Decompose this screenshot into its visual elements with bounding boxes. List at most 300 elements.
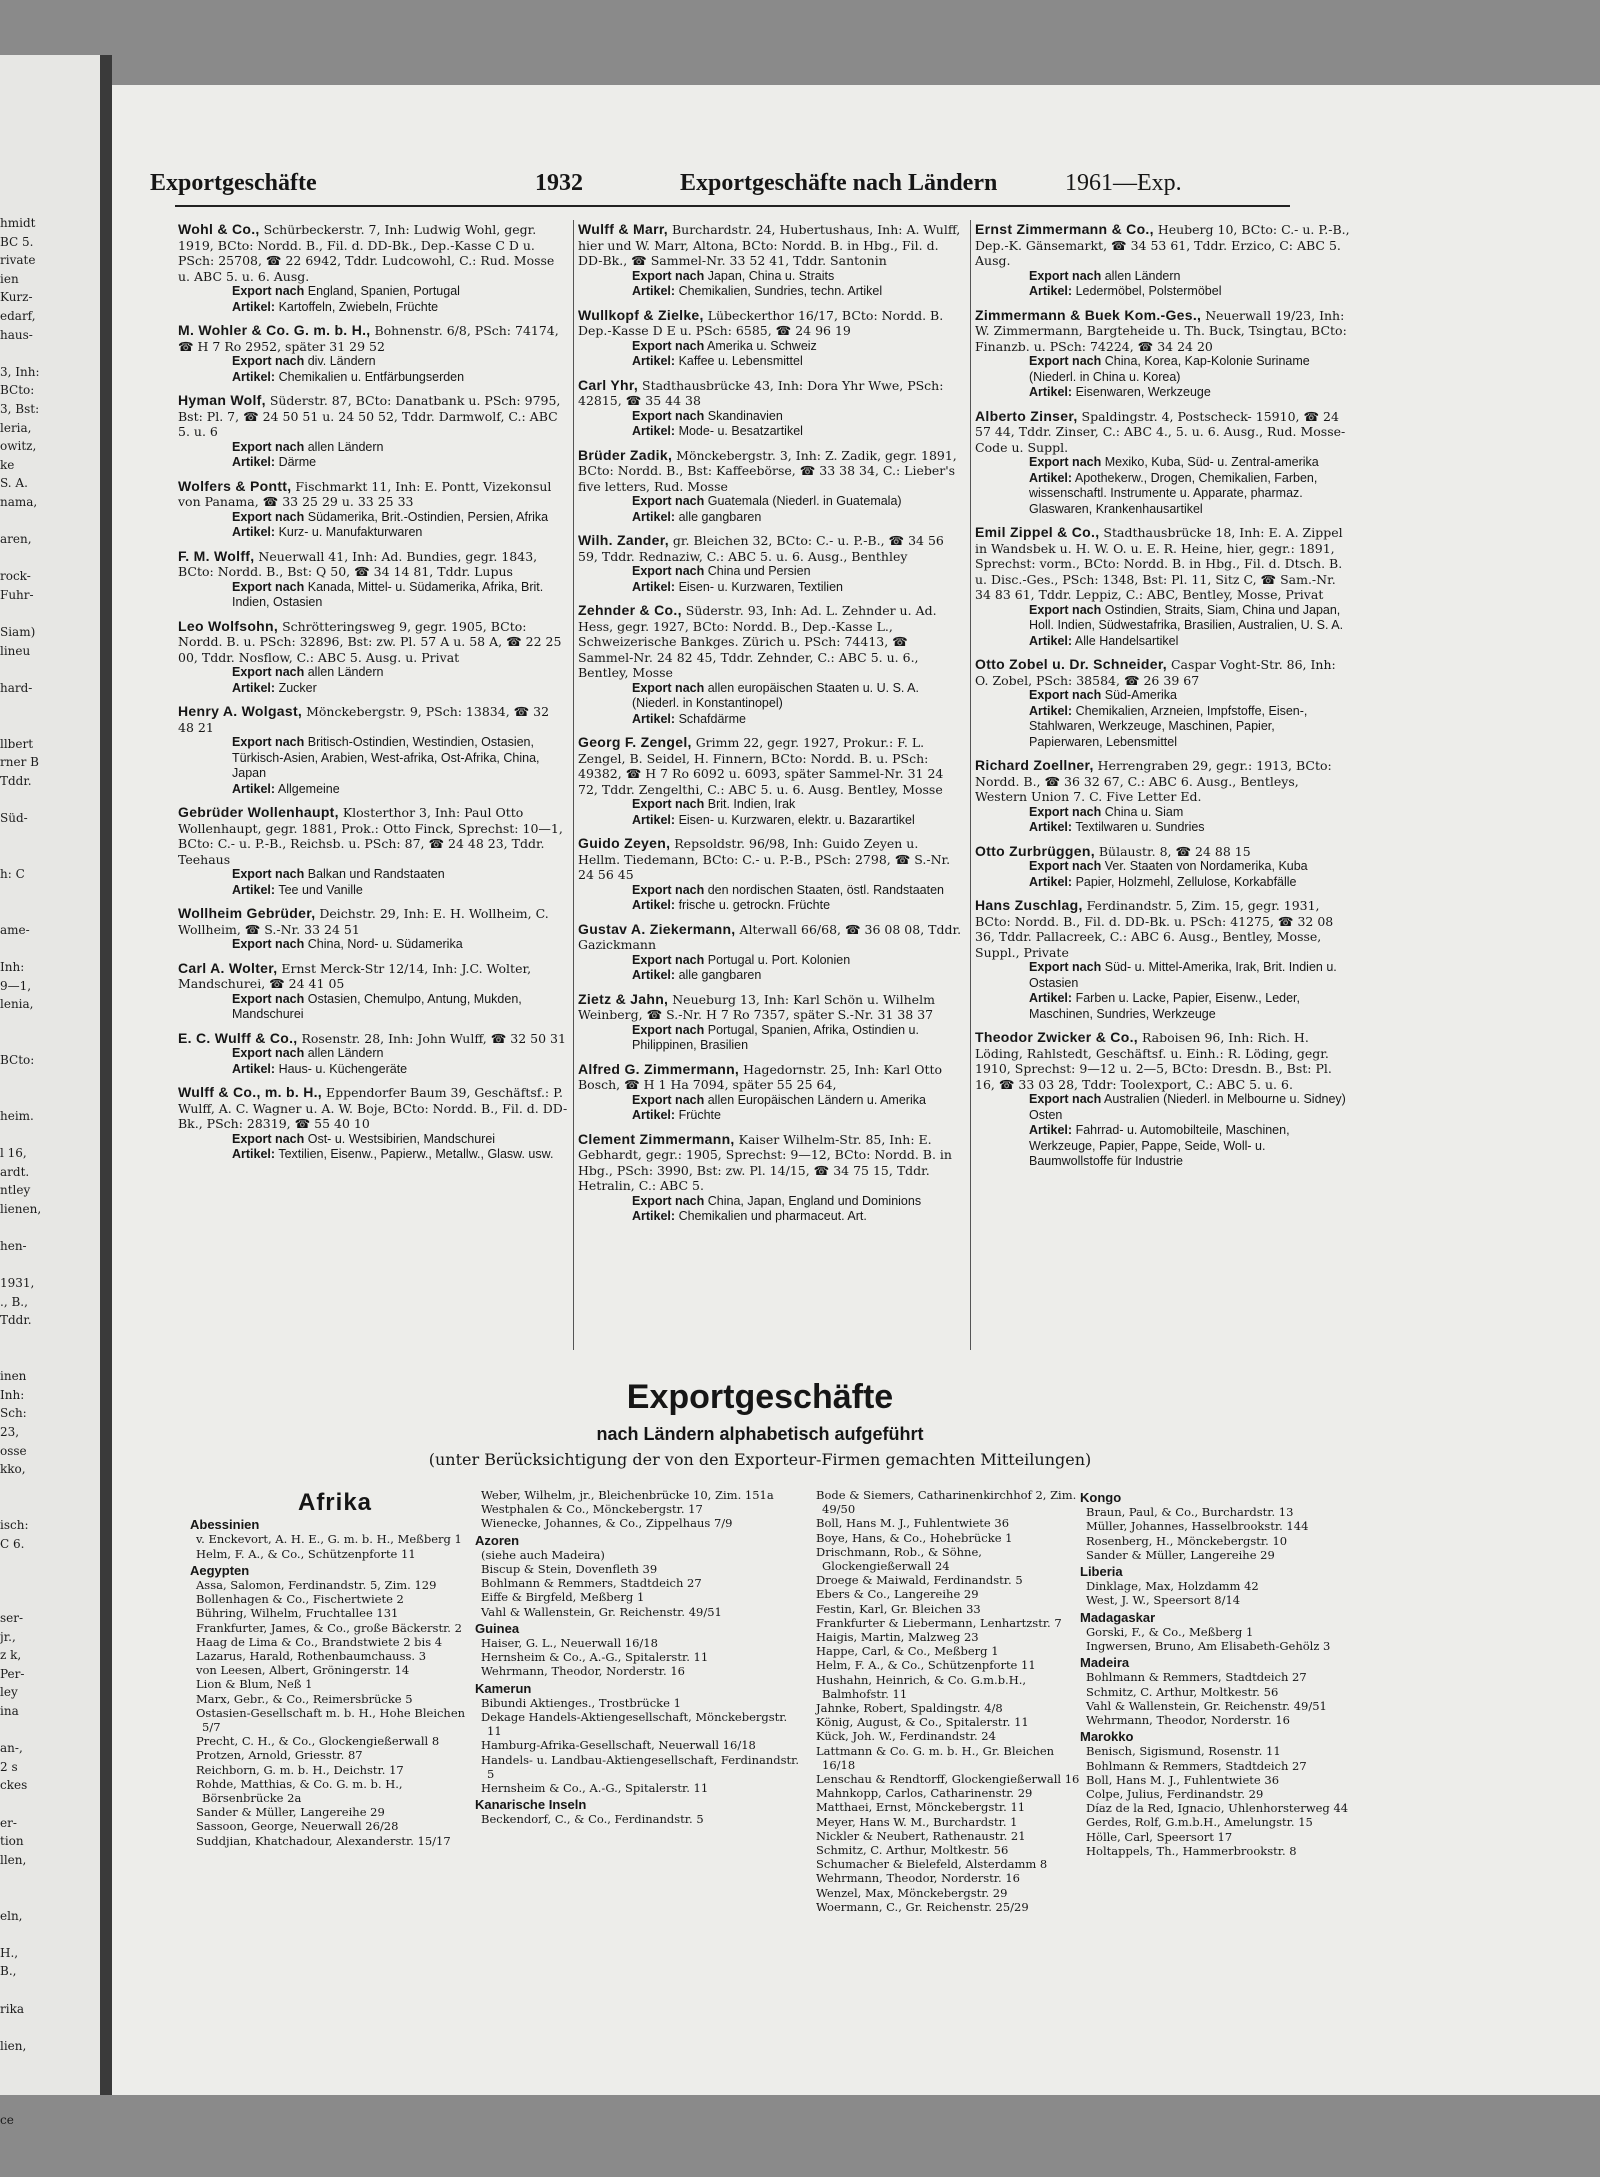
left-page-line: haus- [0,327,33,342]
artikel-label: Artikel: [1029,385,1073,399]
left-page-line: Inh: [0,1387,25,1402]
export-line [975,269,1350,285]
export-line [975,603,1350,634]
left-page-line: ser- [0,1611,24,1625]
left-page-line: edarf, [0,309,36,323]
export-line [975,805,1350,821]
firm-name: Georg F. Zengel, [578,734,692,750]
left-page-line: ckes [0,1778,28,1793]
left-page-line: Per- [0,1666,25,1681]
firm-list-item: Schumacher & Bielefeld, Alsterdamm 8 [816,1857,1048,1872]
artikel-items: Farben u. Lacke, Papier, Eisenw., Leder, Maschinen, Sundries, Werkzeuge [1029,991,1301,1021]
firm-list-item: Schmitz, C. Arthur, Moltkestr. 56 [816,1843,1009,1858]
firm-address: Ernst Merck-Str 12/14, Inh: J.C. Wolter, Mandschurei, ☎ 24 41 05 [178,960,532,991]
artikel-line [178,525,568,541]
firm-details [178,961,568,992]
firm-list-item: Helm, F. A., & Co., Schützenpforte 11 [196,1546,416,1561]
country-heading: Kanarische Inseln [475,1797,587,1813]
firm-list-item: Boye, Hans, & Co., Hohebrücke 1 [816,1530,1013,1545]
firm-entry [578,222,964,300]
left-page-line: aren, [0,532,32,547]
export-line [178,580,568,611]
firm-name: Henry A. Wolgast, [178,703,303,719]
firm-list-item: Festin, Karl, Gr. Bleichen 33 [816,1601,981,1616]
artikel-label: Artikel: [632,509,676,524]
artikel-items: Schafdärme [678,711,746,726]
export-label: Export nach [232,867,305,881]
firm-list-item: Boll, Hans M. J., Fuhlentwiete 36 [816,1516,1010,1531]
firm-address: Eppendorfer Baum 39, Geschäftsf.: P. Wulff, A. C. Wagner u. A. W. Boje, BCto: Nordd. B., Fil. d. DD-Bk., PSch: 28319, ☎ 55 40 10 [178,1085,568,1131]
artikel-items: Eisenwaren, Werkzeuge [1075,385,1211,399]
artikel-line [178,1062,568,1078]
export-destinations: Süd- u. Mittel-Amerika, Irak, Brit. Indien u. Ostasien [1029,960,1337,990]
left-page-line: ntley [0,1183,31,1198]
export-destinations: Brit. Indien, Irak [707,797,796,811]
firm-name: Hans Zuschlag, [975,897,1083,913]
left-page-line: Sch: [0,1406,27,1421]
firm-address: Fischmarkt 11, Inh: E. Pontt, Vizekonsul von Panama, ☎ 33 25 29 u. 33 25 33 [178,478,552,509]
firm-name: Gustav A. Ziekermann, [578,920,736,937]
firm-list-item: Ingwersen, Bruno, Am Elisabeth-Gehölz 3 [1086,1639,1331,1654]
book-gutter [100,55,112,2095]
left-page-line: Siam) [0,625,36,640]
firm-list-item: Wienecke, Johannes, & Co., Zippelhaus 7/9 [481,1516,733,1531]
export-label: Export nach [1029,804,1102,819]
export-line [578,1023,964,1054]
firm-entry [178,323,568,385]
firm-name: M. Wohler & Co. G. m. b. H., [178,322,371,338]
left-page-line: hmidt [0,216,36,230]
artikel-line [578,580,964,596]
column-divider [970,220,971,1350]
firm-details [975,657,1350,688]
firm-details [975,525,1350,603]
firm-list-item: Matthaei, Ernst, Mönckebergstr. 11 [816,1800,1026,1815]
firm-details [975,409,1350,456]
country-heading: Azoren [475,1532,520,1548]
firm-list-item: Helm, F. A., & Co., Schützenpforte 11 [816,1658,1036,1673]
export-destinations: Kanada, Mittel- u. Südamerika, Afrika, Brit. Indien, Ostasien [232,579,544,609]
export-label: Export nach [232,735,305,749]
firm-list-item: Westphalen & Co., Mönckebergstr. 17 [481,1502,703,1517]
header-rule [175,205,1290,207]
export-destinations: China, Japan, England und Dominions [707,1193,922,1208]
firm-list-item: Bohlmann & Remmers, Stadtdeich 27 [1086,1670,1307,1685]
firm-list-item: Haag de Lima & Co., Brandstwiete 2 bis 4 [196,1634,443,1649]
firm-details [178,704,568,735]
artikel-items: frische u. getrockn. Früchte [678,898,831,912]
firm-list-item: Wenzel, Max, Mönckebergstr. 29 [816,1885,1008,1900]
firm-list-item: Precht, C. H., & Co., Glockengießerwall 8 [196,1734,440,1749]
firm-details [578,308,964,339]
export-destinations: Ostasien, Chemulpo, Antung, Mukden, Mandschurei [232,991,522,1021]
firm-name: E. C. Wulff & Co., [178,1029,298,1046]
artikel-label: Artikel: [1029,874,1073,889]
export-label: Export nach [632,680,705,695]
export-line [578,494,964,510]
left-page-line: rika [0,2001,24,2016]
firm-list-item: Protzen, Arnold, Griesstr. 87 [196,1748,363,1763]
artikel-label: Artikel: [632,1209,676,1223]
export-label: Export nach [232,1131,305,1146]
export-label: Export nach [1029,602,1102,617]
firm-details [975,1030,1350,1092]
firm-details [178,323,568,354]
firm-name: Wulff & Marr, [578,221,668,237]
firm-address: Caspar Voght-Str. 86, Inh: O. Zobel, PSch: 38584, ☎ 26 39 67 [975,657,1336,688]
export-line [578,564,964,580]
country-list-4 [1080,1488,1355,1858]
export-destinations: Amerika u. Schweiz [707,338,817,353]
artikel-label: Artikel: [232,1147,276,1161]
left-page-line: Kurz- [0,290,33,305]
firm-name: Otto Zobel u. Dr. Schneider, [975,656,1167,672]
firm-list-item: Eiffe & Birgfeld, Meßberg 1 [481,1590,645,1605]
left-page-line: 9—1, [0,978,32,993]
artikel-label: Artikel: [232,882,276,897]
firm-name: Alberto Zinser, [975,407,1078,424]
firm-details [578,448,964,495]
firm-list-item: Drischmann, Rob., & Söhne, Glockengießerwall 24 [816,1544,982,1574]
firm-address: Grimm 22, gegr. 1927, Prokur.: F. L. Zengel, B. Seidel, H. Finnern, BCto: Nordd. B. u. PSch: 49382, ☎ H 7 Ro 6092 u. 6093, später Sammel-Nr. 31 24 72, Tddr. Zengelthi, C.: ABC 5. u. 6. Ausg. Bentley, Mosse [578,735,944,797]
left-page-line: 2 s [0,1759,18,1774]
artikel-items: Kaffee u. Lebensmittel [678,354,803,368]
firm-entry [178,961,568,1023]
artikel-label: Artikel: [1029,991,1073,1005]
firm-list-item: Bühring, Wilhelm, Fruchtallee 131 [196,1606,399,1621]
firm-list-item: Vahl & Wallenstein, Gr. Reichenstr. 49/51 [481,1604,722,1619]
firm-list-item: Wehrmann, Theodor, Norderstr. 16 [1086,1713,1290,1728]
firm-list-item: Happe, Carl, & Co., Meßberg 1 [816,1644,999,1659]
artikel-items: Chemikalien, Arzneien, Impfstoffe, Eisen-, Stahlwaren, Werkzeuge, Maschinen, Papier, Papierwaren, Lebensmittel [1029,703,1308,749]
left-page-line: ina [0,1704,19,1718]
export-line [578,269,964,285]
firm-list-item: Holtappels, Th., Hammerbrookstr. 8 [1086,1843,1297,1858]
firm-entry [975,308,1350,401]
firm-entry [975,844,1350,891]
firm-list-item: Rosenberg, H., Mönckebergstr. 10 [1086,1533,1288,1548]
left-page-line: leria, [0,420,32,435]
firm-list-item: Schmitz, C. Arthur, Moltkestr. 56 [1086,1684,1279,1699]
left-page-line: Tddr. [0,1313,32,1328]
page-number: 1932 [535,170,583,196]
artikel-label: Artikel: [232,781,276,796]
firm-name: Wollheim Gebrüder, [178,905,316,921]
left-page-line: eln, [0,1908,23,1923]
export-line [975,354,1350,385]
firm-details [578,603,964,681]
firm-details [975,222,1350,269]
firm-entry [975,409,1350,518]
artikel-line [578,424,964,440]
export-destinations: allen Ländern [307,1046,384,1060]
firm-list-item: Rohde, Matthias, & Co. G. m. b. H., Börsenbrücke 2a [196,1776,403,1806]
firm-list-item: Lattmann & Co. G. m. b. H., Gr. Bleichen 16/18 [816,1743,1055,1772]
export-destinations: England, Spanien, Portugal [307,284,460,298]
export-destinations: allen Ländern [307,439,384,454]
firm-address: Stadthausbrücke 43, Inh: Dora Yhr Wwe, PSch: 42815, ☎ 35 44 38 [578,377,944,408]
artikel-label: Artikel: [232,455,276,469]
firm-details [578,992,964,1023]
firm-entry [178,704,568,797]
artikel-label: Artikel: [232,1061,276,1076]
artikel-line [975,875,1350,891]
export-line [578,953,964,969]
firm-entry [178,479,568,541]
artikel-items: Mode- u. Besatzartikel [678,424,803,438]
left-page-line: Süd- [0,811,28,826]
export-label: Export nach [1029,354,1102,368]
firm-entry [178,549,568,611]
firm-list-item: Vahl & Wallenstein, Gr. Reichenstr. 49/51 [1086,1698,1327,1713]
artikel-line [178,300,568,316]
artikel-items: Früchte [678,1108,721,1122]
firm-address: Heuberg 10, BCto: C.- u. P.-B., Dep.-K. Gänsemarkt, ☎ 34 53 61, Tddr. Erzico, C: ABC 5. Ausg. [975,222,1350,268]
export-destinations: div. Ländern [307,354,376,368]
export-line [578,409,964,425]
firm-address: Klosterthor 3, Inh: Paul Otto Wollenhaupt, gegr. 1881, Prok.: Otto Finck, Sprechst: 10—1, BCto: C.- u. P.-B., Reichsb. u. PSch: 87, ☎ 24 48 23, Tddr. Teehaus [178,805,563,867]
firm-list-item: Mahnkopp, Carlos, Catharinenstr. 29 [816,1786,1033,1801]
country-heading: Kamerun [475,1680,532,1696]
firm-name: Otto Zurbrüggen, [975,842,1095,859]
firm-details [178,619,568,666]
artikel-items: Textilien, Eisenw., Papierw., Metallw., Glasw. usw. [278,1147,554,1161]
firm-name: Theodor Zwicker & Co., [975,1029,1138,1045]
region-heading: Afrika [297,1489,373,1516]
firm-details [178,393,568,440]
export-label: Export nach [632,564,705,578]
artikel-line [178,455,568,471]
export-destinations: China, Nord- u. Südamerika [307,937,463,951]
artikel-label: Artikel: [1029,633,1073,648]
export-label: Export nach [632,408,705,423]
firm-list-item: Hamburg-Afrika-Gesellschaft, Neuerwall 16/18 [481,1738,756,1753]
artikel-line [578,354,964,370]
firm-list-item: Woermann, C., Gr. Reichenstr. 25/29 [816,1899,1029,1914]
firm-entry [578,922,964,984]
export-label: Export nach [1029,960,1102,974]
firm-name: Leo Wolfsohn, [178,617,279,634]
firm-details [975,308,1350,355]
export-destinations: Südamerika, Brit.-Ostindien, Persien, Afrika [307,509,549,524]
firm-address: Schrötteringsweg 9, gegr. 1905, BCto: Nordd. B. u. PSch: 32896, Bst: zw. Pl. 57 A u. 58 A, ☎ 22 25 00, Tddr. Nosflow, C.: ABC 5. Ausg. u. Privat [178,618,562,665]
export-line [178,992,568,1023]
firm-list-item: West, J. W., Speersort 8/14 [1086,1593,1241,1608]
firm-address: Spaldingstr. 4, Postscheck- 15910, ☎ 24 57 44, Tddr. Zinser, C.: ABC 4., 5. u. 6. Ausg., Rud. Mosse-Code u. Suppl. [975,408,1346,455]
left-page-line: ien [0,271,19,286]
export-label: Export nach [632,952,705,967]
export-label: Export nach [232,579,305,594]
artikel-label: Artikel: [632,812,676,827]
export-label: Export nach [632,1193,705,1208]
firm-list-item: Díaz de la Red, Ignacio, Uhlenhorsterweg 44 [1086,1801,1349,1816]
artikel-label: Artikel: [232,680,276,695]
firm-list-item: Hushahn, Heinrich, & Co. G.m.b.H., Balmhofstr. 11 [816,1672,1027,1701]
left-page-line: an-, [0,1741,23,1756]
left-page-line: 3, Inh: [0,364,40,379]
artikel-line [975,1123,1350,1170]
export-line [178,510,568,526]
export-label: Export nach [632,882,705,897]
artikel-line [578,1108,964,1124]
firm-entry [178,619,568,697]
firm-list-item: Ostasien-Gesellschaft m. b. H., Hohe Bleichen 5/7 [196,1705,466,1735]
country-heading: Madagaskar [1080,1609,1156,1625]
export-line [975,688,1350,704]
export-line [178,1132,568,1148]
artikel-items: Zucker [278,680,317,695]
firm-list-item: Bohlmann & Remmers, Stadtdeich 27 [481,1576,702,1591]
firm-list-item: Frankfurter, James, & Co., große Bäckerstr. 2 [196,1620,462,1635]
firm-name: Carl A. Wolter, [178,959,278,976]
country-list-2 [475,1488,800,1827]
artikel-items: Chemikalien u. Entfärbungserden [278,369,465,384]
firm-details [178,1085,568,1132]
export-line [178,735,568,782]
export-label: Export nach [632,1092,705,1107]
firm-list-item: Hernsheim & Co., A.-G., Spitalerstr. 11 [481,1650,709,1665]
left-page-line: BCto: [0,1053,35,1067]
firm-name: Ernst Zimmermann & Co., [975,221,1154,237]
firm-details [975,844,1350,860]
firm-entry [578,992,964,1054]
left-page-line: llbert [0,736,34,751]
firm-list-item: Sander & Müller, Langereihe 29 [196,1805,385,1820]
firm-list-item: Droege & Maiwald, Ferdinandstr. 5 [816,1573,1023,1588]
export-line [975,1092,1350,1123]
artikel-label: Artikel: [1029,284,1073,298]
header-left: Exportgeschäfte [150,170,317,196]
export-line [178,1046,568,1062]
artikel-items: Tee und Vanille [278,882,363,897]
firm-entry [578,308,964,370]
firm-entry [578,836,964,914]
artikel-line [178,1147,568,1163]
firm-list-item: (siehe auch Madeira) [481,1547,605,1562]
artikel-items: Fahrrad- u. Automobilteile, Maschinen, Werkzeuge, Papier, Pappe, Seide, Woll- u. Baumwollstoffe für Industrie [1029,1123,1290,1168]
export-line [178,665,568,681]
left-page-line: ley [0,1685,18,1700]
left-page-line: S. A. [0,476,28,491]
artikel-items: Chemikalien und pharmaceut. Art. [678,1209,867,1223]
export-destinations: allen europäischen Staaten u. U. S. A. (Niederl. in Konstantinopel) [632,680,919,710]
left-page-line: C 6. [0,1536,25,1551]
firm-entry [578,448,964,526]
firm-list-item: Braun, Paul, & Co., Burchardstr. 13 [1086,1505,1294,1520]
firm-list-item: von Leesen, Albert, Gröningerstr. 14 [196,1663,410,1678]
artikel-items: Allgemeine [277,781,340,796]
firm-address: Kaiser Wilhelm-Str. 85, Inh: E. Gebhardt, gegr.: 1905, Sprechst: 9—12, BCto: Nordd. B. in Hbg., PSch: 3990, Bst: zw. Pl. 14/15, ☎ 34 75 15, Tddr. Hetralin, C.: ABC 5. [578,1131,952,1193]
export-label: Export nach [232,1046,305,1060]
left-page-line: rner B [0,755,39,770]
artikel-line [975,284,1350,300]
artikel-label: Artikel: [1029,470,1073,485]
artikel-line [578,510,964,526]
export-line [578,1093,964,1109]
country-heading: Abessinien [190,1517,260,1533]
artikel-items: Textilwaren u. Sundries [1075,820,1205,834]
export-label: Export nach [232,439,305,454]
artikel-line [975,820,1350,836]
artikel-label: Artikel: [632,354,676,368]
firm-list-item: Lenschau & Rendtorff, Glockengießerwall 16 [816,1772,1080,1787]
firm-list-item: Müller, Johannes, Hasselbrookstr. 144 [1086,1519,1309,1534]
firm-address: Süderstr. 93, Inh: Ad. L. Zehnder u. Ad. Hess, gegr. 1927, BCto: Nordd. B., Dep.-Kasse L., Schweizerische Bankges. Zürich u. PSch: 74413, ☎ Sammel-Nr. 24 82 45, Tddr. Zehnder, C.: ABC 5. u. 6., Bentley, Mosse [578,603,937,680]
firm-address: Süderstr. 87, BCto: Danatbank u. PSch: 9795, Bst: Pl. 7, ☎ 24 50 51 u. 24 50 52, Tddr. Darmwolf, C.: ABC 5. u. 6 [178,393,561,439]
page-header [150,170,1330,206]
firm-details [975,758,1350,805]
export-line [578,797,964,813]
export-label: Export nach [632,494,705,508]
firm-details [578,222,964,269]
country-heading: Kongo [1080,1490,1122,1505]
firm-name: Brüder Zadik, [578,446,673,463]
left-page-line: l 16, [0,1146,27,1160]
left-page-line: 23, [0,1425,20,1439]
firm-name: Clement Zimmermann, [578,1130,735,1147]
country-list-3 [810,1488,1080,1914]
export-label: Export nach [1029,688,1102,702]
export-line [578,339,964,355]
export-line [178,354,568,370]
export-destinations: Portugal, Spanien, Afrika, Ostindien u. Philippinen, Brasilien [632,1022,919,1052]
left-page-line: nama, [0,495,38,509]
left-page-line: lienen, [0,1201,42,1216]
firm-list-item: Bohlmann & Remmers, Stadtdeich 27 [1086,1758,1307,1773]
export-label: Export nach [232,937,305,951]
export-line [975,960,1350,991]
firm-address: Repsoldstr. 96/98, Inh: Guido Zeyen u. Hellm. Tiedemann, BCto: C.- u. P.-B., PSch: 2798, ☎ S.-Nr. 24 56 45 [578,836,951,882]
section-subtitle: nach Ländern alphabetisch aufgeführt [596,1424,924,1444]
left-page-line: ke [0,457,15,472]
export-label: Export nach [1029,268,1102,283]
export-label: Export nach [232,509,305,524]
country-heading: Aegypten [190,1562,250,1578]
firm-address: Burchardstr. 24, Hubertushaus, Inh: A. Wulff, hier und W. Marr, Altona, BCto: Nordd. B. in Hbg., Fil. d. DD-Bk., ☎ Sammel-Nr. 33 52 41, Tddr. Santonin [578,222,961,268]
firm-details [975,898,1350,960]
artikel-line [975,471,1350,518]
export-line [178,867,568,883]
firm-name: Zehnder & Co., [578,602,682,618]
export-label: Export nach [632,797,705,811]
firm-list-item: Marx, Gebr., & Co., Reimersbrücke 5 [196,1691,413,1706]
export-destinations: Süd-Amerika [1104,688,1177,702]
firm-entry [178,805,568,898]
artikel-label: Artikel: [1029,1123,1073,1137]
firm-list-item: Wehrmann, Theodor, Norderstr. 16 [816,1871,1020,1886]
firm-list-item: Beckendorf, C., & Co., Ferdinandstr. 5 [481,1812,704,1827]
firm-name: Carl Yhr, [578,376,639,393]
firm-list-item: Boll, Hans M. J., Fuhlentwiete 36 [1086,1772,1280,1787]
firm-details [178,479,568,510]
firm-list-item: Hernsheim & Co., A.-G., Spitalerstr. 11 [481,1781,709,1796]
firm-list-item: Hölle, Carl, Speersort 17 [1086,1829,1233,1844]
firm-address: Lübeckerthor 16/17, BCto: Nordd. B. Dep.-Kasse D E u. PSch: 6585, ☎ 24 96 19 [578,307,944,338]
artikel-items: alle gangbaren [678,509,762,524]
left-page-line: inen [0,1369,27,1384]
firm-entry [178,393,568,471]
firm-entry [578,1132,964,1225]
artikel-label: Artikel: [232,525,276,539]
firm-list-item: Weber, Wilhelm, jr., Bleichenbrücke 10, Zim. 151a [481,1488,774,1502]
firm-name: Zimmermann & Buek Kom.-Ges., [975,306,1202,323]
firm-details [178,222,568,284]
export-destinations: den nordischen Staaten, östl. Randstaaten [707,882,945,897]
firm-list-item: Meyer, Hans W. M., Burchardstr. 1 [816,1814,1018,1829]
firm-name: F. M. Wolff, [178,547,255,564]
firm-list-item: Reichborn, G. m. b. H., Deichstr. 17 [196,1762,404,1777]
header-ref: 1961—Exp. [1065,170,1182,196]
